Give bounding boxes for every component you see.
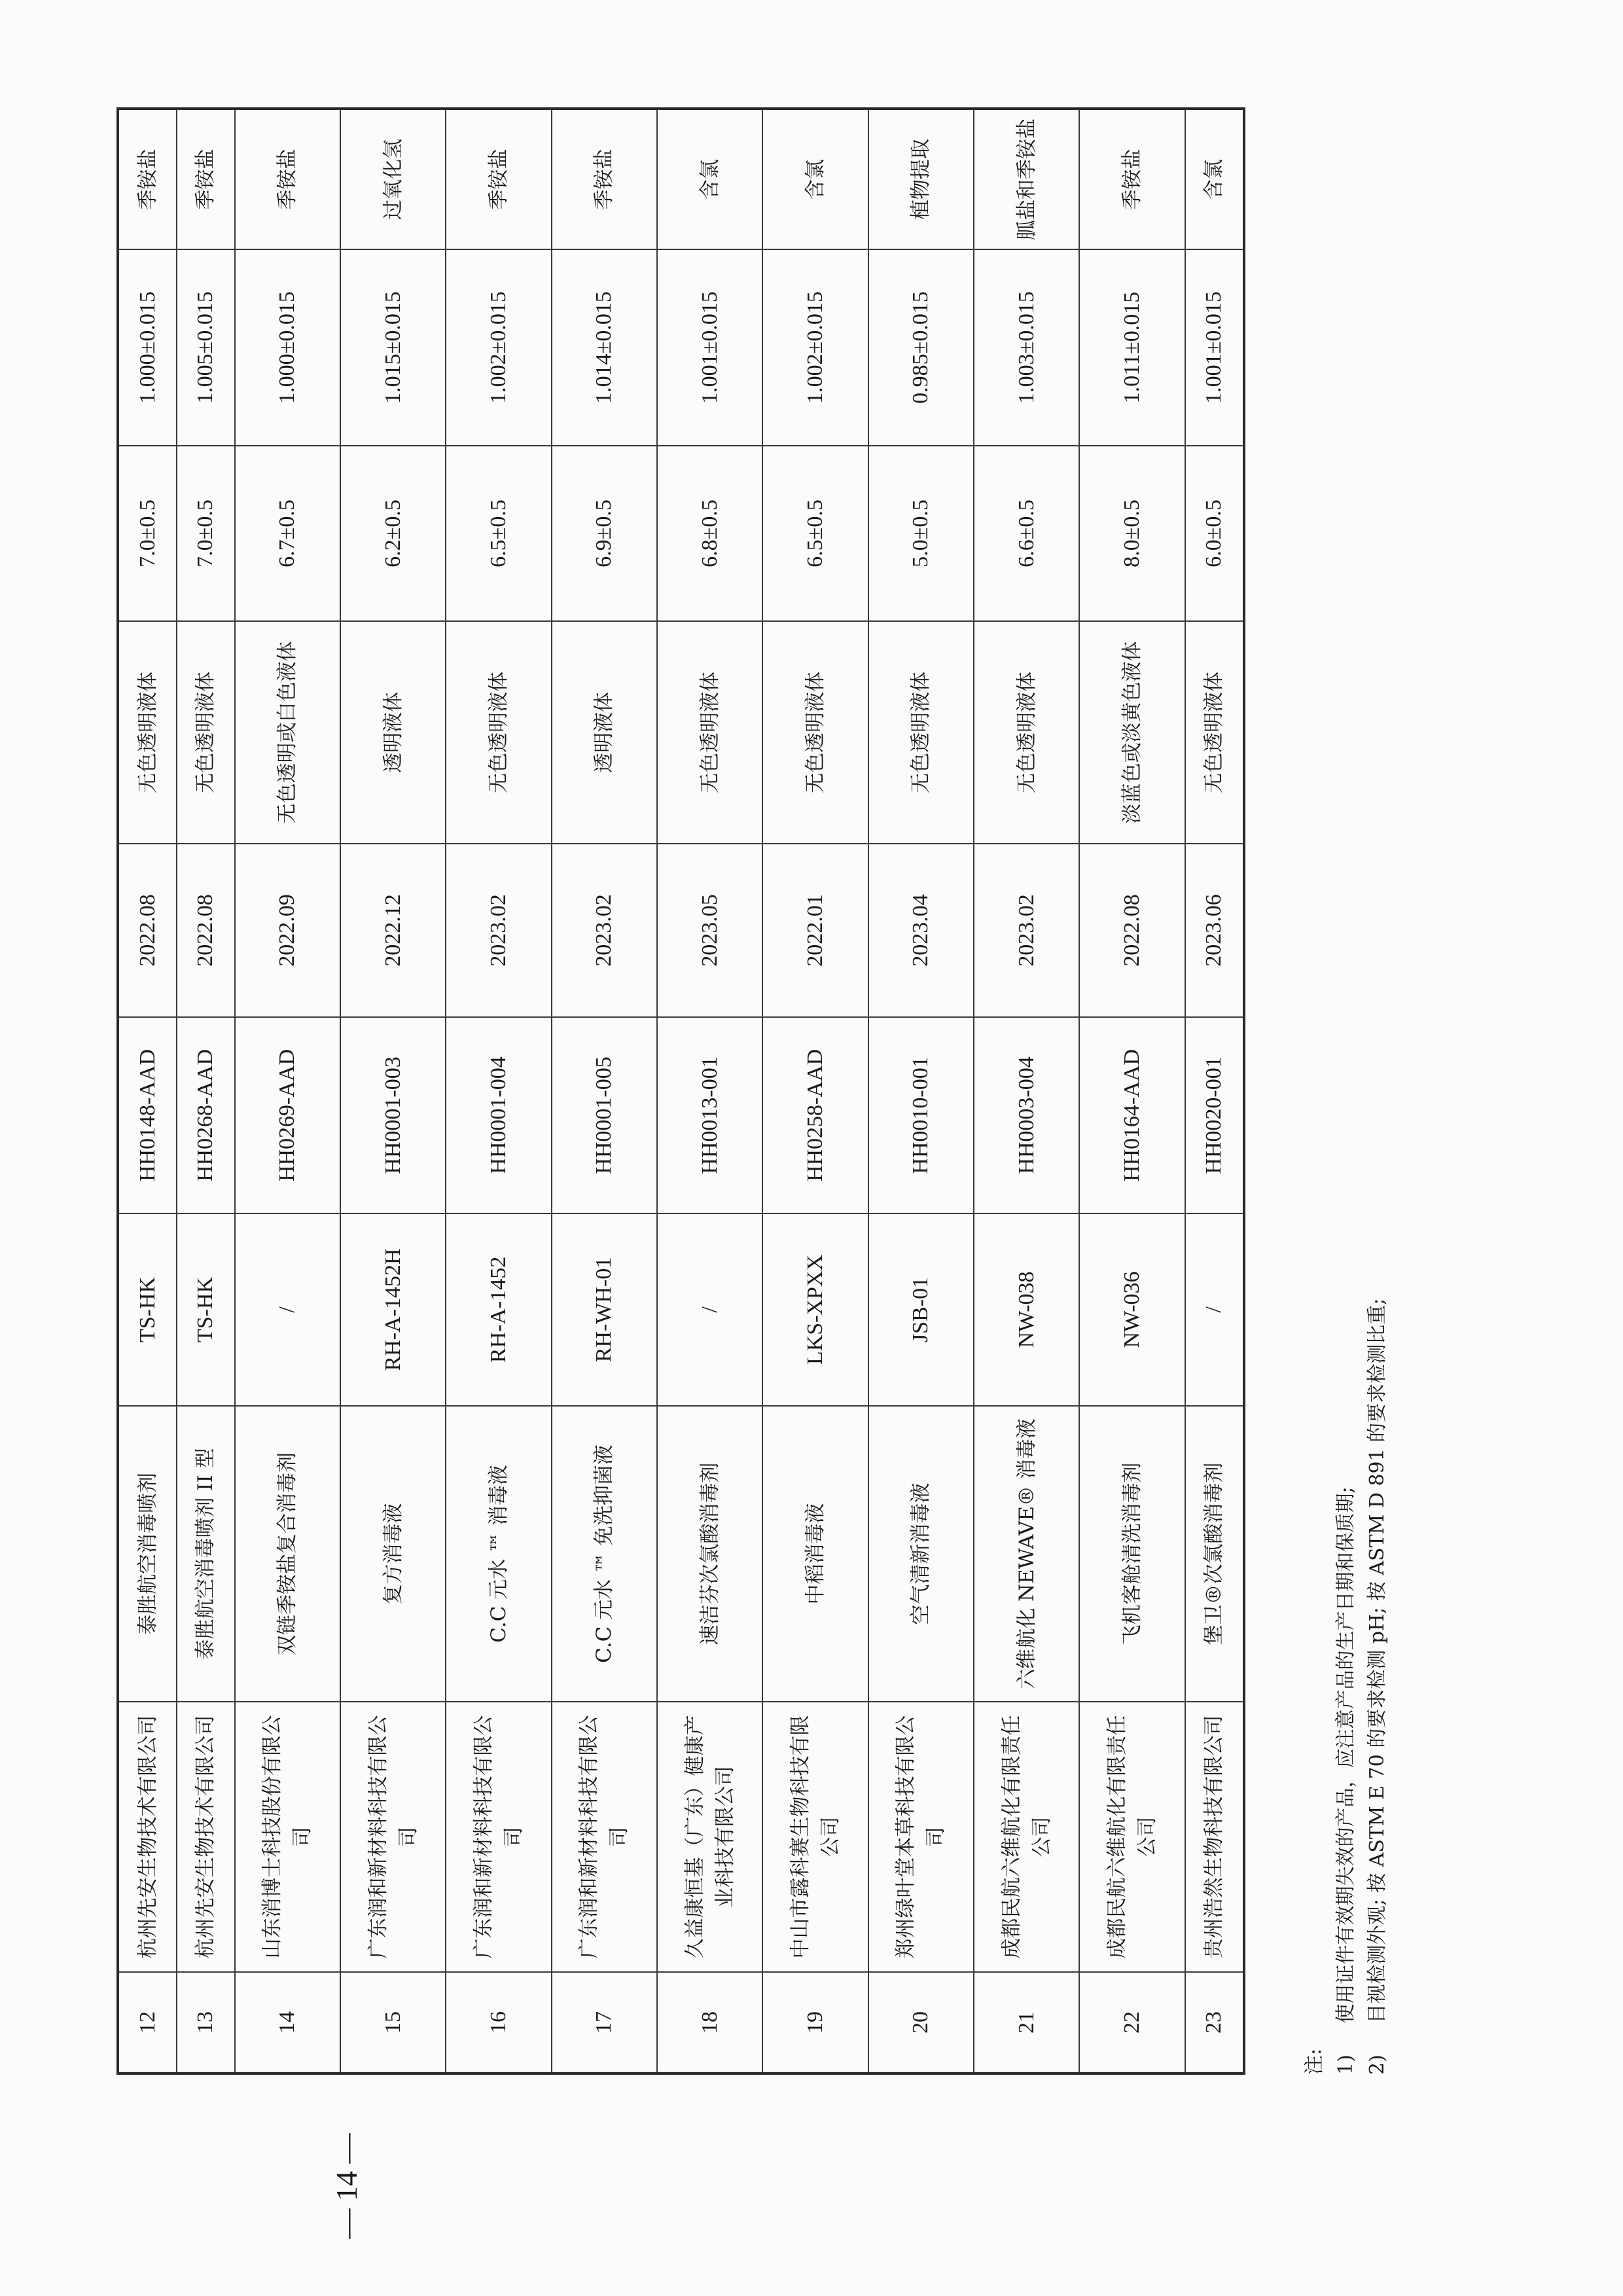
note-1-number: 1) [1334,2054,1357,2075]
model-cell: / [657,1213,762,1406]
product-cell: 六维航化 NEWAVE® 消毒液 [974,1406,1079,1702]
ingredient-cell: 含氯 [657,109,762,249]
appearance-cell: 透明液体 [552,621,657,844]
density-cell: 1.001±0.015 [1185,249,1244,446]
table-row [868,109,974,2073]
appearance-cell: 淡蓝色或淡黄色液体 [1079,621,1185,844]
product-cell: 复方消毒液 [340,1406,446,1702]
note-2-number: 2) [1366,2054,1389,2075]
table-row [235,109,340,2073]
ingredient-cell: 季铵盐 [235,109,340,249]
date-cell: 2022.08 [1079,844,1185,1017]
no-cell: 12 [118,1972,177,2073]
density-cell: 1.000±0.015 [118,249,177,446]
cert-cell: HH0001-005 [552,1017,657,1213]
density-cell: 1.002±0.015 [446,249,551,446]
date-cell: 2022.12 [340,844,446,1017]
table-row [974,109,1079,2073]
ingredient-cell: 季铵盐 [446,109,551,249]
table-row [762,109,868,2073]
density-cell: 1.011±0.015 [1079,249,1185,446]
appearance-cell: 无色透明液体 [762,621,868,844]
table-row [118,109,177,2073]
no-cell: 20 [868,1972,974,2073]
cert-cell: HH0001-003 [340,1017,446,1213]
date-cell: 2022.08 [118,844,177,1017]
date-cell: 2023.06 [1185,844,1244,1017]
cert-cell: HH0001-004 [446,1017,551,1213]
ingredient-cell: 季铵盐 [552,109,657,249]
ph-cell: 5.0±0.5 [868,446,974,621]
note-2-text: 目视检测外观; 按 ASTM E 70 的要求检测 pH; 按 ASTM D 891 的要求检测比重; [1366,1298,1389,2024]
model-cell: RH-WH-01 [552,1213,657,1406]
product-cell: 双链季铵盐复合消毒剂 [235,1406,340,1702]
no-cell: 16 [446,1972,551,2073]
model-cell: TS-HK [177,1213,235,1406]
ingredient-cell: 季铵盐 [118,109,177,249]
notes-section [1299,111,1393,2075]
company-cell: 山东消博士科技股份有限公司 [235,1702,340,1972]
table-row [657,109,762,2073]
model-cell: / [235,1213,340,1406]
cert-cell: HH0010-001 [868,1017,974,1213]
no-cell: 22 [1079,1972,1185,2073]
ph-cell: 6.5±0.5 [762,446,868,621]
date-cell: 2023.02 [974,844,1079,1017]
appearance-cell: 无色透明液体 [1185,621,1244,844]
product-cell: 泰胜航空消毒喷剂 [118,1406,177,1702]
ph-cell: 8.0±0.5 [1079,446,1185,621]
cert-cell: HH0268-AAD [177,1017,235,1213]
table-body [118,109,1244,2073]
product-cell: 速洁芬次氯酸消毒剂 [657,1406,762,1702]
ingredient-cell: 季铵盐 [1079,109,1185,249]
model-cell: LKS-XPXX [762,1213,868,1406]
date-cell: 2022.09 [235,844,340,1017]
cert-cell: HH0003-004 [974,1017,1079,1213]
company-cell: 杭州先安生物技术有限公司 [177,1702,235,1972]
table-row [340,109,446,2073]
appearance-cell: 无色透明液体 [446,621,551,844]
product-cell: C.C 元水 ™ 免洗抑菌液 [552,1406,657,1702]
model-cell: JSB-01 [868,1213,974,1406]
date-cell: 2022.01 [762,844,868,1017]
company-cell: 中山市露科赛生物科技有限公司 [762,1702,868,1972]
ph-cell: 6.6±0.5 [974,446,1079,621]
date-cell: 2022.08 [177,844,235,1017]
date-cell: 2023.02 [552,844,657,1017]
company-cell: 广东润和新材料科技有限公司 [446,1702,551,1972]
ph-cell: 7.0±0.5 [177,446,235,621]
table-row [1079,109,1185,2073]
ingredient-cell: 胍盐和季铵盐 [974,109,1079,249]
product-cell: 空气清新消毒液 [868,1406,974,1702]
model-cell: RH-A-1452H [340,1213,446,1406]
ingredient-cell: 过氧化氢 [340,109,446,249]
appearance-cell: 无色透明液体 [177,621,235,844]
date-cell: 2023.04 [868,844,974,1017]
cert-cell: HH0148-AAD [118,1017,177,1213]
no-cell: 15 [340,1972,446,2073]
company-cell: 杭州先安生物技术有限公司 [118,1702,177,1972]
density-cell: 1.001±0.015 [657,249,762,446]
no-cell: 14 [235,1972,340,2073]
model-cell: TS-HK [118,1213,177,1406]
table-row [446,109,551,2073]
product-cell: 飞机客舱清洗消毒剂 [1079,1406,1185,1702]
ph-cell: 6.0±0.5 [1185,446,1244,621]
no-cell: 21 [974,1972,1079,2073]
ingredient-cell: 含氯 [762,109,868,249]
density-cell: 1.005±0.015 [177,249,235,446]
note-2 [1362,111,1393,2075]
ph-cell: 6.5±0.5 [446,446,551,621]
density-cell: 1.002±0.015 [762,249,868,446]
cert-cell: HH0258-AAD [762,1017,868,1213]
density-cell: 1.003±0.015 [974,249,1079,446]
model-cell: / [1185,1213,1244,1406]
appearance-cell: 无色透明液体 [868,621,974,844]
company-cell: 广东润和新材料科技有限公司 [552,1702,657,1972]
model-cell: NW-038 [974,1213,1079,1406]
ph-cell: 7.0±0.5 [118,446,177,621]
company-cell: 郑州绿叶堂本草科技有限公司 [868,1702,974,1972]
product-cell: 泰胜航空消毒喷剂 II 型 [177,1406,235,1702]
page-number: — 14 — [330,2133,363,2239]
appearance-cell: 无色透明液体 [974,621,1079,844]
product-cell: 堡卫®次氯酸消毒剂 [1185,1406,1244,1702]
company-cell: 成都民航六维航化有限责任公司 [1079,1702,1185,1972]
appearance-cell: 无色透明液体 [657,621,762,844]
model-cell: RH-A-1452 [446,1213,551,1406]
density-cell: 1.014±0.015 [552,249,657,446]
company-cell: 成都民航六维航化有限责任公司 [974,1702,1079,1972]
product-cell: C.C 元水 ™ 消毒液 [446,1406,551,1702]
cert-cell: HH0269-AAD [235,1017,340,1213]
cert-cell: HH0164-AAD [1079,1017,1185,1213]
table-row [552,109,657,2073]
appearance-cell: 无色透明液体 [118,621,177,844]
company-cell: 广东润和新材料科技有限公司 [340,1702,446,1972]
no-cell: 18 [657,1972,762,2073]
ph-cell: 6.8±0.5 [657,446,762,621]
no-cell: 17 [552,1972,657,2073]
density-cell: 0.985±0.015 [868,249,974,446]
company-cell: 贵州浩然生物科技有限公司 [1185,1702,1244,1972]
cert-cell: HH0013-001 [657,1017,762,1213]
density-cell: 1.000±0.015 [235,249,340,446]
ph-cell: 6.9±0.5 [552,446,657,621]
ph-cell: 6.2±0.5 [340,446,446,621]
ingredient-cell: 植物提取 [868,109,974,249]
no-cell: 13 [177,1972,235,2073]
product-cell: 中稻消毒液 [762,1406,868,1702]
note-1 [1330,111,1362,2075]
ingredient-cell: 季铵盐 [177,109,235,249]
model-cell: NW-036 [1079,1213,1185,1406]
cert-cell: HH0020-001 [1185,1017,1244,1213]
density-cell: 1.015±0.015 [340,249,446,446]
ph-cell: 6.7±0.5 [235,446,340,621]
table-row [177,109,235,2073]
date-cell: 2023.05 [657,844,762,1017]
notes-label: 注: [1303,2048,1326,2075]
note-1-text: 使用证件有效期失效的产品，应注意产品的生产日期和保质期; [1334,1486,1357,2024]
appearance-cell: 透明液体 [340,621,446,844]
table-row [1185,109,1244,2073]
company-cell: 久益康恒基（广东）健康产业科技有限公司 [657,1702,762,1972]
no-cell: 23 [1185,1972,1244,2073]
product-table [116,107,1245,2075]
no-cell: 19 [762,1972,868,2073]
ingredient-cell: 含氯 [1185,109,1244,249]
date-cell: 2023.02 [446,844,551,1017]
appearance-cell: 无色透明或白色液体 [235,621,340,844]
